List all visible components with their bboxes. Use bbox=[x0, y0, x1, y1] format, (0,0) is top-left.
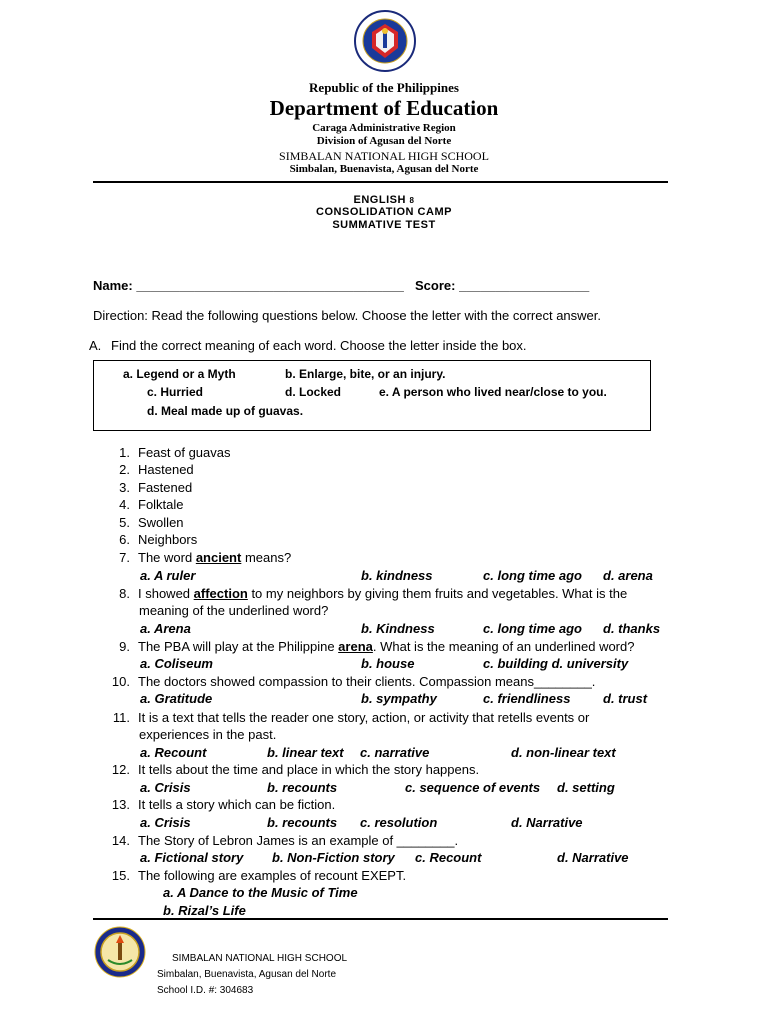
item-text: Fastened bbox=[138, 480, 193, 495]
choice-e: e. A person who lived near/close to you. bbox=[379, 385, 607, 399]
choice-a: a. Legend or a Myth bbox=[123, 367, 236, 381]
footer-divider bbox=[93, 918, 668, 920]
grade-label: 8 bbox=[409, 196, 415, 205]
item-number: 5. bbox=[119, 515, 130, 530]
option-c[interactable]: c. narrative bbox=[360, 745, 430, 760]
item-text: Folktale bbox=[138, 497, 184, 512]
option-b[interactable]: b. Non-Fiction story bbox=[272, 850, 395, 865]
address-line: Simbalan, Buenavista, Agusan del Norte bbox=[289, 163, 479, 175]
text-pre: I showed bbox=[138, 586, 194, 601]
option-a[interactable]: a. Crisis bbox=[140, 780, 191, 795]
option-b[interactable]: b. Rizal’s Life bbox=[163, 903, 246, 918]
option-c[interactable]: c. long time ago bbox=[483, 621, 582, 636]
item-text: Swollen bbox=[138, 515, 184, 530]
item-number: 8. bbox=[119, 586, 130, 601]
question-text bbox=[138, 585, 627, 602]
item-number: 9. bbox=[119, 639, 130, 654]
choice-d-locked: d. Locked bbox=[285, 385, 342, 399]
option-d[interactable]: d. arena bbox=[603, 568, 653, 583]
question-text: It tells a story which can be fiction. bbox=[138, 797, 336, 812]
option-b[interactable]: b. house bbox=[361, 656, 415, 671]
option-b[interactable]: b. sympathy bbox=[361, 691, 437, 706]
choices-box bbox=[93, 360, 651, 431]
option-d[interactable]: d. non-linear text bbox=[511, 745, 616, 760]
item-text: Hastened bbox=[138, 462, 194, 477]
question-text: It tells about the time and place in which the story happens. bbox=[138, 762, 480, 777]
option-b[interactable]: b. kindness bbox=[361, 568, 433, 583]
question-text: The following are examples of recount EXEPT. bbox=[138, 868, 407, 883]
underlined-word: arena bbox=[338, 639, 373, 654]
score-label: Score: bbox=[415, 278, 456, 293]
text-post: . What is the meaning of an underlined word? bbox=[372, 639, 635, 654]
option-b[interactable]: b. linear text bbox=[267, 745, 344, 760]
underlined-word: affection bbox=[193, 586, 248, 601]
option-b[interactable]: b. recounts bbox=[267, 780, 338, 795]
option-a[interactable]: a. A Dance to the Music of Time bbox=[163, 885, 358, 900]
option-b[interactable]: b. recounts bbox=[267, 815, 338, 830]
test-subject bbox=[0, 194, 768, 206]
section-a-marker: A. bbox=[89, 338, 102, 353]
option-a[interactable]: a. Fictional story bbox=[140, 850, 244, 865]
footer-address: Simbalan, Buenavista, Agusan del Norte bbox=[157, 969, 336, 980]
deped-seal-logo bbox=[354, 10, 416, 72]
item-number: 1. bbox=[119, 445, 130, 460]
division-line: Division of Agusan del Norte bbox=[316, 135, 452, 147]
item-number: 3. bbox=[119, 480, 130, 495]
header-divider bbox=[93, 181, 668, 183]
item-number: 11. bbox=[112, 710, 130, 725]
test-title-line2: CONSOLIDATION CAMP bbox=[316, 206, 452, 218]
item-number: 2. bbox=[119, 462, 130, 477]
item-number: 12. bbox=[111, 762, 130, 777]
test-title-line3: SUMMATIVE TEST bbox=[332, 219, 436, 231]
item-number: 10. bbox=[111, 674, 130, 689]
question-8-line2: meaning of the underlined word? bbox=[139, 603, 329, 618]
republic-line: Republic of the Philippines bbox=[309, 80, 459, 95]
text-post: to my neighbors by giving them fruits and vegetables. What is the bbox=[247, 586, 628, 601]
footer-school-id: School I.D. #: 304683 bbox=[157, 985, 254, 996]
direction-text: Direction: Read the following questions below. Choose the letter with the correct answer. bbox=[93, 308, 601, 323]
school-line: SIMBALAN NATIONAL HIGH SCHOOL bbox=[279, 149, 489, 163]
text-post: means? bbox=[241, 550, 292, 565]
question-text bbox=[138, 638, 634, 655]
section-a-instruction: Find the correct meaning of each word. Choose the letter inside the box. bbox=[111, 338, 527, 353]
item-number: 14. bbox=[111, 833, 130, 848]
subject-label: ENGLISH bbox=[353, 194, 406, 206]
option-d[interactable]: d. Narrative bbox=[557, 850, 629, 865]
item-number: 7. bbox=[119, 550, 130, 565]
option-a[interactable]: a. Crisis bbox=[140, 815, 191, 830]
text-pre: The PBA will play at the Philippine bbox=[138, 639, 339, 654]
question-11-line2: experiences in the past. bbox=[139, 727, 277, 742]
item-number: 13. bbox=[111, 797, 130, 812]
item-number: 6. bbox=[119, 532, 130, 547]
name-label: Name: bbox=[93, 278, 133, 293]
option-c[interactable]: c. long time ago bbox=[483, 568, 582, 583]
department-title: Department of Education bbox=[269, 96, 499, 120]
name-blank[interactable]: _____________________________________ bbox=[136, 278, 404, 293]
region-line: Caraga Administrative Region bbox=[312, 122, 456, 134]
choice-d-meal: d. Meal made up of guavas. bbox=[147, 404, 304, 418]
item-number: 4. bbox=[119, 497, 130, 512]
option-a[interactable]: a. A ruler bbox=[140, 568, 196, 583]
item-text: Feast of guavas bbox=[138, 445, 231, 460]
score-blank[interactable]: __________________ bbox=[459, 278, 590, 293]
question-text bbox=[138, 549, 291, 566]
choice-b: b. Enlarge, bite, or an injury. bbox=[285, 367, 446, 381]
choice-c: c. Hurried bbox=[147, 385, 204, 399]
item-text: Neighbors bbox=[138, 532, 198, 547]
item-number: 15. bbox=[111, 868, 130, 883]
option-d[interactable]: d. trust bbox=[603, 691, 648, 706]
option-a[interactable]: a. Recount bbox=[140, 745, 207, 760]
option-a[interactable]: a. Gratitude bbox=[140, 691, 213, 706]
question-text: The doctors showed compassion to their clients. Compassion means________. bbox=[138, 674, 596, 689]
name-field[interactable] bbox=[93, 278, 404, 293]
option-d[interactable]: d. Narrative bbox=[511, 815, 583, 830]
option-a[interactable]: a. Coliseum bbox=[140, 656, 213, 671]
question-text: The Story of Lebron James is an example of ________. bbox=[138, 833, 459, 848]
text-pre: The word bbox=[138, 550, 196, 565]
question-text: It is a text that tells the reader one story, action, or activity that retells events or bbox=[138, 710, 590, 725]
option-c[interactable]: c. sequence of events bbox=[405, 780, 541, 795]
option-c-d[interactable]: c. building d. university bbox=[483, 656, 629, 671]
footer-school-name: SIMBALAN NATIONAL HIGH SCHOOL bbox=[172, 953, 348, 964]
option-b[interactable]: b. Kindness bbox=[361, 621, 435, 636]
underlined-word: ancient bbox=[195, 550, 242, 565]
option-a[interactable]: a. Arena bbox=[140, 621, 191, 636]
school-logo bbox=[94, 926, 146, 978]
score-field[interactable] bbox=[415, 278, 589, 293]
option-c[interactable]: c. resolution bbox=[360, 815, 438, 830]
option-d[interactable]: d. thanks bbox=[603, 621, 661, 636]
option-c[interactable]: c. Recount bbox=[415, 850, 482, 865]
option-d[interactable]: d. setting bbox=[557, 780, 615, 795]
option-c[interactable]: c. friendliness bbox=[483, 691, 571, 706]
